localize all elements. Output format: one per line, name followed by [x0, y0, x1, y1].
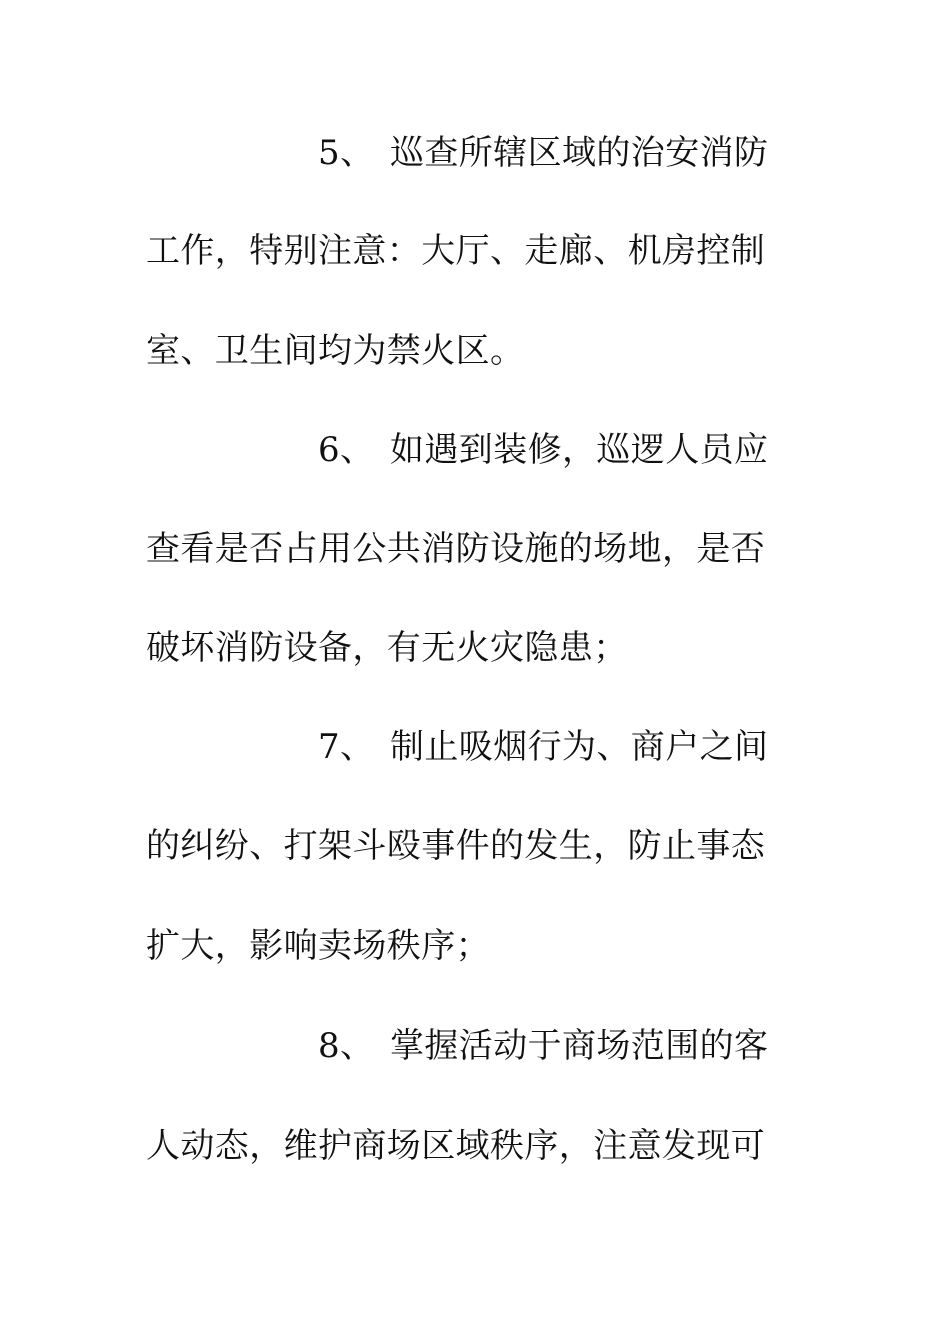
- item-8-text: 掌握活动于商场范围的客: [390, 1026, 769, 1066]
- item-7-first-line: [318, 727, 776, 767]
- item-7-line-2: 的纠纷、打架斗殴事件的发生，防止事态: [146, 826, 766, 866]
- item-8-number: 8、: [318, 1026, 375, 1066]
- item-7-text: 制止吸烟行为、商户之间: [390, 727, 769, 767]
- item-7-number: 7、: [318, 727, 375, 767]
- item-5-text: 巡查所辖区域的治安消防: [390, 133, 769, 173]
- item-5-number: 5、: [318, 133, 375, 173]
- item-7-line-3: 扩大，影响卖场秩序；: [146, 926, 490, 966]
- item-5-line-2: 工作，特别注意：大厅、走廊、机房控制: [146, 231, 766, 271]
- item-6-line-2: 查看是否占用公共消防设施的场地，是否: [146, 529, 766, 569]
- item-6-number: 6、: [318, 430, 375, 470]
- item-5-first-line: [318, 133, 776, 173]
- item-8-first-line: [318, 1026, 776, 1066]
- item-6-line-3: 破坏消防设备，有无火灾隐患；: [146, 628, 628, 668]
- item-6-text: 如遇到装修，巡逻人员应: [390, 430, 769, 470]
- item-8-line-2: 人动态，维护商场区域秩序，注意发现可: [146, 1126, 766, 1166]
- item-6-first-line: [318, 430, 776, 470]
- item-5-line-3: 室、卫生间均为禁火区。: [146, 331, 525, 371]
